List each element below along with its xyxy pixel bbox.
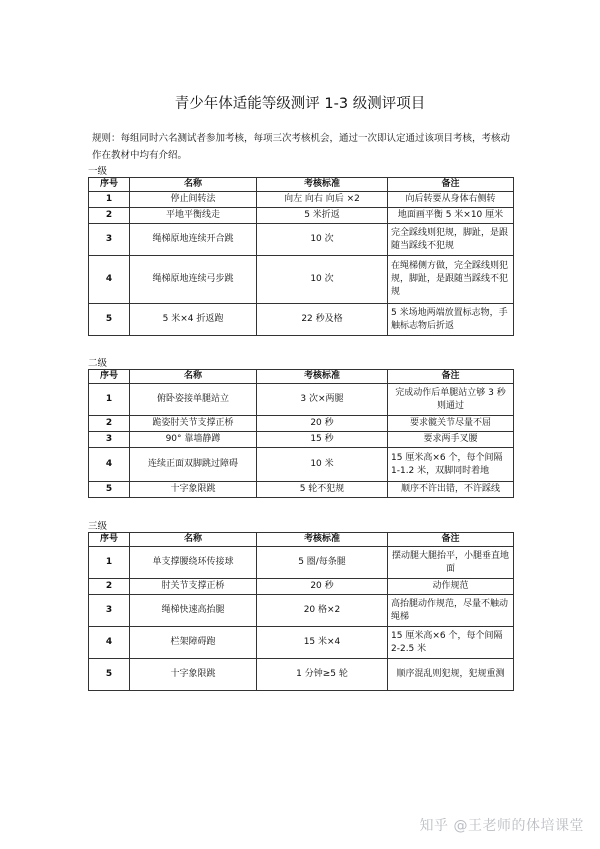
row-standard: 20 格×2 (257, 595, 388, 627)
table-header-row (89, 370, 514, 384)
row-name: 栏架障碍跑 (130, 627, 257, 659)
row-note: 顺序不许出错，不许踩线 (388, 482, 514, 498)
row-standard: 22 秒及格 (257, 304, 388, 336)
row-name: 90° 靠墙静蹲 (130, 432, 257, 448)
row-seq: 1 (89, 384, 130, 416)
row-seq: 4 (89, 256, 130, 304)
row-note: 要求髋关节尽量不屈 (388, 416, 514, 432)
table-row (89, 208, 514, 224)
table-row (89, 448, 514, 482)
row-name: 肘关节支撑正桥 (130, 579, 257, 595)
table-row (89, 432, 514, 448)
row-name: 单支撑腰绕环传接球 (130, 547, 257, 579)
row-name: 平地平衡线走 (130, 208, 257, 224)
table-row (89, 384, 514, 416)
row-standard: 5 圈/每条腿 (257, 547, 388, 579)
row-standard: 10 次 (257, 224, 388, 256)
page-title: 青少年体适能等级测评 1-3 级测评项目 (174, 96, 426, 112)
row-standard: 3 次×两腿 (257, 384, 388, 416)
row-name: 停止间转法 (130, 192, 257, 208)
row-name: 5 米×4 折返跑 (130, 304, 257, 336)
row-standard: 5 轮不犯规 (257, 482, 388, 498)
table-row (89, 224, 514, 256)
header-standard: 考核标准 (257, 178, 388, 192)
row-standard: 5 米折返 (257, 208, 388, 224)
header-seq: 序号 (89, 178, 130, 192)
row-note: 向后转要从身体右侧转 (388, 192, 514, 208)
row-seq: 5 (89, 482, 130, 498)
row-note: 动作规范 (388, 579, 514, 595)
row-standard: 15 秒 (257, 432, 388, 448)
level-label-2: 二级 (88, 358, 108, 369)
row-seq: 3 (89, 432, 130, 448)
row-name: 十字象限跳 (130, 482, 257, 498)
header-name: 名称 (130, 178, 257, 192)
row-note: 完全踩线则犯规，脚趾，是跟随当踩线不犯规 (388, 224, 514, 256)
row-note: 完成动作后单腿站立够 3 秒则通过 (388, 384, 514, 416)
table-header-row (89, 178, 514, 192)
header-standard: 考核标准 (257, 533, 388, 547)
table-row (89, 595, 514, 627)
row-standard: 10 次 (257, 256, 388, 304)
row-note: 地面画平衡 5 米×10 厘米 (388, 208, 514, 224)
table-row (89, 659, 514, 691)
table-row (89, 547, 514, 579)
rules-paragraph: 规则：每组同时六名测试者参加考核，每项三次考核机会，通过一次即认定通过该项目考核，考核动作在教材中均有介绍。 (92, 133, 511, 161)
row-name: 连续正面双脚跳过障碍 (130, 448, 257, 482)
row-standard: 20 秒 (257, 579, 388, 595)
header-name: 名称 (130, 370, 257, 384)
row-note: 高抬腿动作规范，尽量不触动绳梯 (388, 595, 514, 627)
table-row (89, 627, 514, 659)
header-seq: 序号 (89, 370, 130, 384)
row-standard: 10 米 (257, 448, 388, 482)
row-seq: 1 (89, 547, 130, 579)
header-note: 备注 (388, 533, 514, 547)
table-row (89, 482, 514, 498)
zhihu-watermark: 知乎 @王老师的体培课堂 (419, 818, 584, 834)
row-seq: 2 (89, 416, 130, 432)
table-row (89, 256, 514, 304)
row-standard: 向左 向右 向后 ×2 (257, 192, 388, 208)
level-3-table (88, 532, 514, 691)
level-1-table (88, 177, 514, 336)
header-name: 名称 (130, 533, 257, 547)
level-label-3: 三级 (88, 521, 108, 532)
header-note: 备注 (388, 370, 514, 384)
row-note: 摆动腿大腿抬平，小腿垂直地面 (388, 547, 514, 579)
row-seq: 2 (89, 208, 130, 224)
row-note: 顺序混乱则犯规，犯规重测 (388, 659, 514, 691)
row-name: 十字象限跳 (130, 659, 257, 691)
row-note: 在绳梯侧方做，完全踩线则犯规，脚趾，是跟随当踩线不犯规 (388, 256, 514, 304)
table-row (89, 416, 514, 432)
table-row (89, 192, 514, 208)
level-2-table (88, 369, 514, 498)
row-seq: 4 (89, 627, 130, 659)
row-note: 要求两手叉腰 (388, 432, 514, 448)
header-seq: 序号 (89, 533, 130, 547)
table-header-row (89, 533, 514, 547)
row-seq: 1 (89, 192, 130, 208)
row-name: 绳梯原地连续开合跳 (130, 224, 257, 256)
header-standard: 考核标准 (257, 370, 388, 384)
row-name: 跪姿肘关节支撑正桥 (130, 416, 257, 432)
row-name: 绳梯快速高抬腿 (130, 595, 257, 627)
row-seq: 3 (89, 224, 130, 256)
row-seq: 5 (89, 304, 130, 336)
row-seq: 4 (89, 448, 130, 482)
row-seq: 5 (89, 659, 130, 691)
row-standard: 1 分钟≥5 轮 (257, 659, 388, 691)
header-note: 备注 (388, 178, 514, 192)
row-note: 5 米场地两端放置标志物，手触标志物后折返 (388, 304, 514, 336)
row-name: 绳梯原地连续弓步跳 (130, 256, 257, 304)
row-note: 15 厘米高×6 个，每个间隔 1-1.2 米，双脚同时着地 (388, 448, 514, 482)
row-standard: 20 秒 (257, 416, 388, 432)
row-name: 俯卧姿接单腿站立 (130, 384, 257, 416)
row-seq: 2 (89, 579, 130, 595)
row-seq: 3 (89, 595, 130, 627)
row-note: 15 厘米高×6 个，每个间隔 2-2.5 米 (388, 627, 514, 659)
row-standard: 15 米×4 (257, 627, 388, 659)
level-label-1: 一级 (88, 166, 108, 177)
table-row (89, 304, 514, 336)
table-row (89, 579, 514, 595)
